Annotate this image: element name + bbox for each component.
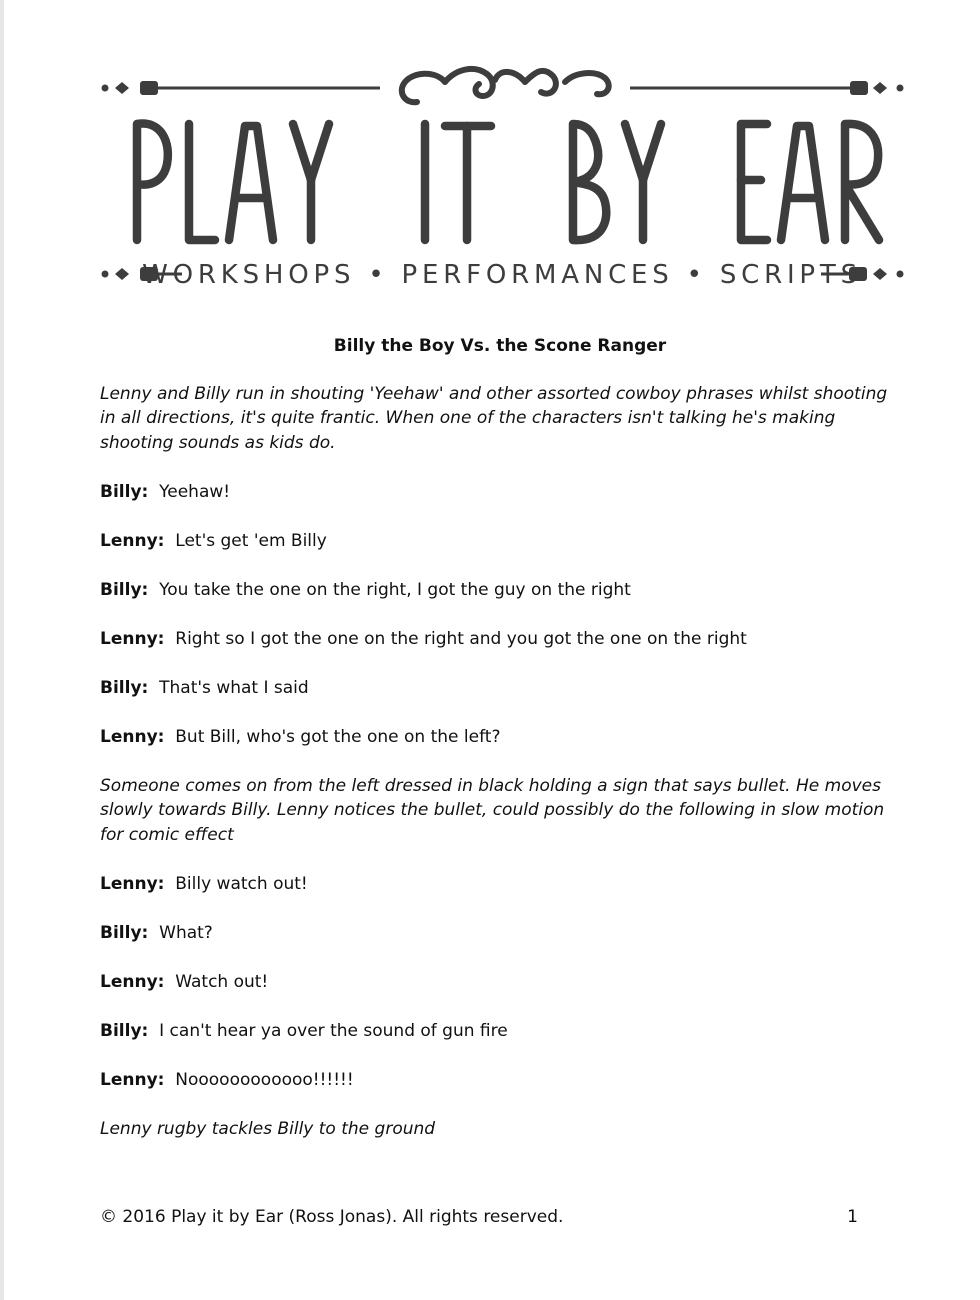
script-body — [100, 334, 900, 1166]
dialogue-line — [100, 529, 900, 554]
dialogue-line — [100, 578, 900, 603]
page-footer — [100, 1205, 858, 1229]
document-title: Billy the Boy Vs. the Scone Ranger — [333, 336, 667, 356]
speaker-name: Lenny: — [100, 628, 165, 649]
dialogue-line — [100, 921, 900, 946]
speaker-name: Lenny: — [100, 971, 165, 992]
play-it-by-ear-logo — [95, 52, 910, 294]
dialogue-line — [100, 725, 900, 750]
speaker-name: Lenny: — [100, 726, 165, 747]
copyright-notice: © 2016 Play it by Ear (Ross Jonas). All rights reserved. — [100, 1207, 564, 1227]
dialogue-text: But Bill, who's got the one on the left? — [175, 726, 501, 747]
dialogue-line — [100, 480, 900, 505]
dialogue-text: I can't hear ya over the sound of gun fire — [159, 1020, 508, 1041]
dialogue-text: You take the one on the right, I got the guy on the right — [159, 579, 631, 600]
dialogue-line — [100, 1019, 900, 1044]
speaker-name: Billy: — [100, 922, 149, 943]
speaker-name: Billy: — [100, 481, 149, 502]
speaker-name: Billy: — [100, 579, 149, 600]
dialogue-line — [100, 970, 900, 995]
dialogue-line — [100, 1068, 900, 1093]
dialogue-line — [100, 872, 900, 897]
speaker-name: Lenny: — [100, 1069, 165, 1090]
page-number: 1 — [847, 1207, 858, 1227]
dialogue-text: Right so I got the one on the right and you got the one on the right — [175, 628, 747, 649]
dialogue-text: Watch out! — [175, 971, 269, 992]
stage-direction: Lenny rugby tackles Billy to the ground — [100, 1118, 436, 1139]
speaker-name: Billy: — [100, 677, 149, 698]
page-edge — [0, 0, 4, 1300]
speaker-name: Lenny: — [100, 530, 165, 551]
dialogue-text: Let's get 'em Billy — [175, 530, 327, 551]
stage-direction: Lenny and Billy run in shouting 'Yeehaw' and other assorted cowboy phrases whilst shooting in all directions, it's quite frantic. When one of the characters isn't talking he's making shooting sounds as kids do. — [100, 383, 888, 453]
logo-tagline: WORKSHOPS • PERFORMANCES • SCRIPTS — [142, 260, 862, 290]
dialogue-text: What? — [159, 922, 213, 943]
stage-direction: Someone comes on from the left dressed in black holding a sign that says bullet. He moves slowly towards Billy. Lenny notices the bullet, could possibly do the following in slow motion for comic effect — [100, 775, 885, 845]
dialogue-text: Yeehaw! — [159, 481, 231, 502]
speaker-name: Billy: — [100, 1020, 149, 1041]
dialogue-text: Noooooooooooo!!!!!! — [175, 1069, 354, 1090]
dialogue-text: Billy watch out! — [175, 873, 308, 894]
dialogue-line — [100, 627, 900, 652]
dialogue-text: That's what I said — [159, 677, 309, 698]
dialogue-line — [100, 676, 900, 701]
speaker-name: Lenny: — [100, 873, 165, 894]
